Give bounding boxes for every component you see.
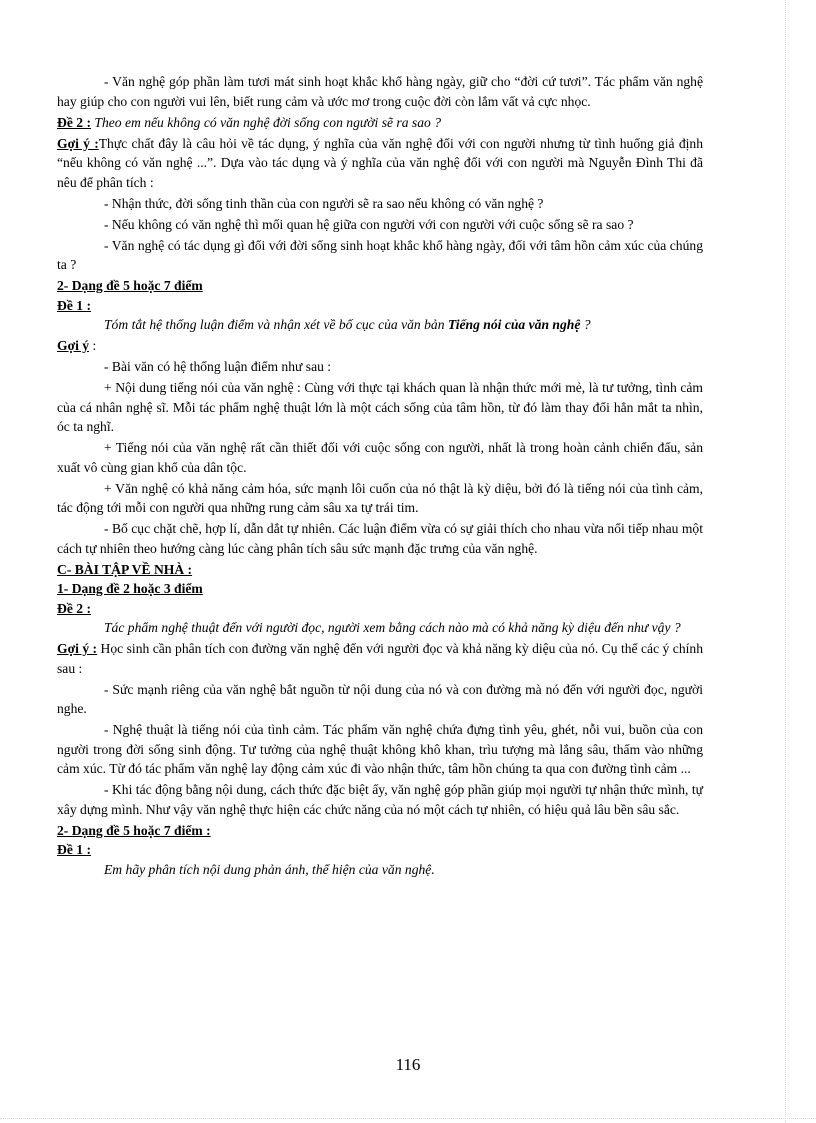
question-label: Đề 2 : <box>57 114 91 130</box>
page-number: 116 <box>395 1055 421 1074</box>
paragraph: - Văn nghệ góp phần làm tươi mát sinh hoạt khắc khổ hàng ngày, giữ cho “đời cứ tươi”. Tác phẩm văn nghệ hay giúp cho con người vui lên, biết rung cảm và ước mơ trong cuộc đời còn lắm vất vả cực nhọc. <box>57 74 703 109</box>
bullet-item: + Nội dung tiếng nói của văn nghệ : Cùng với thực tại khách quan là nhận thức mới mẻ, là tư tưởng, tình cảm của cá nhân nghệ sĩ. Mỗi tác phẩm nghệ thuật lớn là một cách sống của tâm hồn, từ đó làm thay đổi hẳn mắt ta nhìn, óc ta nghĩ. <box>57 380 703 434</box>
question-text <box>57 315 703 335</box>
hint-paragraph <box>57 134 703 193</box>
question-label: Đề 1 : <box>57 842 91 857</box>
hint-text: Thực chất đây là câu hỏi về tác dụng, ý nghĩa của văn nghệ đối với con người nhưng từ tình huống giả định “nếu không có văn nghệ ...”. Dựa vào tác dụng và ý nghĩa của văn nghệ đối với con người mà Nguyễn Đình Thi đã nêu để phân tích : <box>57 135 704 190</box>
bullet-item: - Bố cục chặt chẽ, hợp lí, dẫn dắt tự nhiên. Các luận điểm vừa có sự giải thích cho nhau vừa nối tiếp nhau một cách tự nhiên theo hướng càng lúc càng phân tích sâu sức mạnh đặc trưng của văn nghệ. <box>57 521 703 556</box>
bullet-item: - Khi tác động bằng nội dung, cách thức đặc biệt ấy, văn nghệ góp phần giúp mọi người tự nhận thức mình, tự xây dựng mình. Như vậy văn nghệ thực hiện các chức năng của nó một cách tự nhiên, có hiệu quả lâu bền sâu sắc. <box>57 782 703 817</box>
question-label: Đề 2 : <box>57 600 91 616</box>
hint-text: : <box>89 338 97 353</box>
question-text: Em hãy phân tích nội dung phản ánh, thể hiện của văn nghệ. <box>104 861 435 877</box>
section-heading: 1- Dạng đề 2 hoặc 3 điểm <box>57 581 203 596</box>
bullet-item: - Nhận thức, đời sống tinh thần của con người sẽ ra sao nếu không có văn nghệ ? <box>104 195 544 211</box>
question-text: Theo em nếu không có văn nghệ đời sống con người sẽ ra sao ? <box>90 114 441 130</box>
bullet-item: - Nghệ thuật là tiếng nói của tình cảm. Tác phẩm văn nghệ chứa đựng tình yêu, ghét, nỗi vui, buồn của con người trong đời sống sinh động. Tư tưởng của nghệ thuật không khô khan, trìu tượng mà lắng sâu, thấm vào những cảm xúc. Từ đó tác phẩm văn nghệ lay động cảm xúc đi vào nhận thức, tâm hồn chúng ta qua con đường tình cảm ... <box>57 722 703 776</box>
hint-paragraph <box>57 336 703 356</box>
bullet-item: - Bài văn có hệ thống luận điểm như sau : <box>104 359 332 374</box>
section-heading: C- BÀI TẬP VỀ NHÀ : <box>57 561 193 577</box>
hint-text: Học sinh cần phân tích con đường văn nghệ đến với người đọc và khả năng kỳ diệu của nó. Cụ thể các ý chính sau : <box>57 641 703 676</box>
hint-paragraph <box>57 639 703 678</box>
question-text-part: Tóm tắt hệ thống luận điểm và nhận xét về bố cục của văn bản <box>104 317 448 332</box>
document-page <box>57 72 703 881</box>
section-heading: 2- Dạng đề 5 hoặc 7 điểm : <box>57 822 211 838</box>
hint-label: Gợi ý : <box>57 641 98 656</box>
bullet-item: - Sức mạnh riêng của văn nghệ bắt nguồn từ nội dung của nó và con đường mà nó đến với người đọc, người nghe. <box>57 681 703 716</box>
question-text: Tác phẩm nghệ thuật đến với người đọc, người xem bằng cách nào mà có khả năng kỳ diệu đến như vậy ? <box>104 620 681 635</box>
section-heading: 2- Dạng đề 5 hoặc 7 điểm <box>57 278 203 293</box>
margin-guide-horizontal <box>0 1118 816 1119</box>
bullet-item: - Văn nghệ có tác dụng gì đối với đời sống sinh hoạt khắc khổ hàng ngày, đối với tâm hồn cảm xúc của chúng ta ? <box>57 237 703 272</box>
bullet-item: - Nếu không có văn nghệ thì mối quan hệ giữa con người với con người với cuộc sống sẽ ra sao ? <box>104 216 634 232</box>
question-label: Đề 1 : <box>57 297 91 313</box>
hint-label: Gợi ý <box>57 338 90 353</box>
question-de2 <box>57 113 703 133</box>
bullet-item: + Văn nghệ có khả năng cảm hóa, sức mạnh lôi cuốn của nó thật là kỳ diệu, bởi đó là tiếng nói của tình cảm, tác động tới mỗi con người qua những rung cảm sâu xa tự trái tim. <box>57 480 703 515</box>
work-title: Tiếng nói của văn nghệ <box>447 317 581 332</box>
margin-guide-vertical <box>785 0 786 1123</box>
hint-label: Gợi ý : <box>57 135 99 151</box>
bullet-item: + Tiếng nói của văn nghệ rất cần thiết đối với cuộc sống con người, nhất là trong hoàn cảnh chiến đấu, sản xuất vô cùng gian khổ của dân tộc. <box>57 440 703 475</box>
question-text-part: ? <box>580 317 591 332</box>
